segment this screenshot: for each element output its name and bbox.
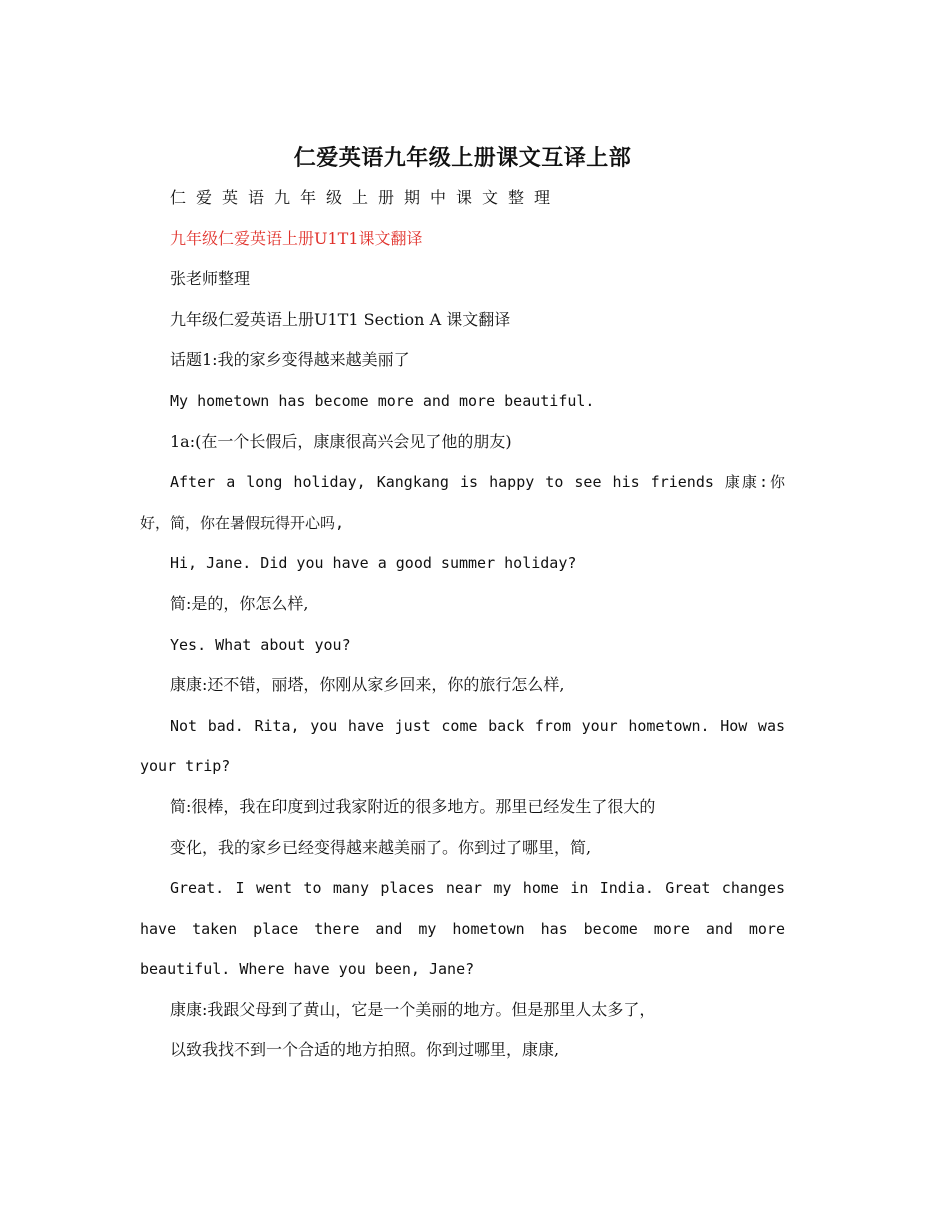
paragraph-jane-india-cn-2: 变化，我的家乡已经变得越来越美丽了。你到过了哪里，简,	[170, 837, 592, 857]
paragraph-jane-reply-en: Yes. What about you?	[170, 635, 351, 654]
document-title: 仁爱英语九年级上册课文互译上部	[293, 145, 632, 171]
paragraph-1a-en-kangkang: After a long holiday, Kangkang is happy to see his friends 康康:你好，简，你在暑假玩得开心吗,	[140, 473, 785, 532]
paragraph-kangkang-huangshan-cn-2: 以致我找不到一个合适的地方拍照。你到过哪里，康康,	[170, 1040, 560, 1060]
paragraph-u1t1-translation-heading: 九年级仁爱英语上册U1T1课文翻译	[170, 228, 423, 248]
paragraph-topic-1-en: My hometown has become more and more beautiful.	[170, 391, 595, 410]
document-page	[140, 140, 785, 1071]
paragraph-jane-india-cn-1: 简:很棒，我在印度到过我家附近的很多地方。那里已经发生了很大的	[170, 796, 656, 816]
paragraph-section-a-heading: 九年级仁爱英语上册U1T1 Section A 课文翻译	[170, 309, 511, 329]
paragraph-kangkang-huangshan-cn-1: 康康:我跟父母到了黄山，它是一个美丽的地方。但是那里人太多了，	[170, 999, 656, 1019]
paragraph-midterm-heading: 仁爱英语九年级上册期中课文整理	[170, 188, 561, 207]
paragraph-jane-holiday-en: Hi, Jane. Did you have a good summer holiday?	[170, 554, 577, 573]
paragraph-jane-india-en: Great. I went to many places near my home in India. Great changes have taken place there and my hometown has become more and more beautiful. Where have you been, Jane?	[140, 879, 785, 979]
paragraph-1a-cn: 1a:(在一个长假后，康康很高兴会见了他的朋友)	[170, 431, 512, 451]
paragraph-kangkang-rita-cn: 康康:还不错，丽塔，你刚从家乡回来，你的旅行怎么样,	[170, 675, 565, 695]
paragraph-jane-reply-cn: 简:是的，你怎么样,	[170, 593, 309, 613]
paragraph-topic-1-cn: 话题1:我的家乡变得越来越美丽了	[170, 350, 410, 370]
paragraph-author: 张老师整理	[170, 269, 251, 289]
paragraph-kangkang-rita-en: Not bad. Rita, you have just come back from your hometown. How was your trip?	[140, 716, 785, 776]
